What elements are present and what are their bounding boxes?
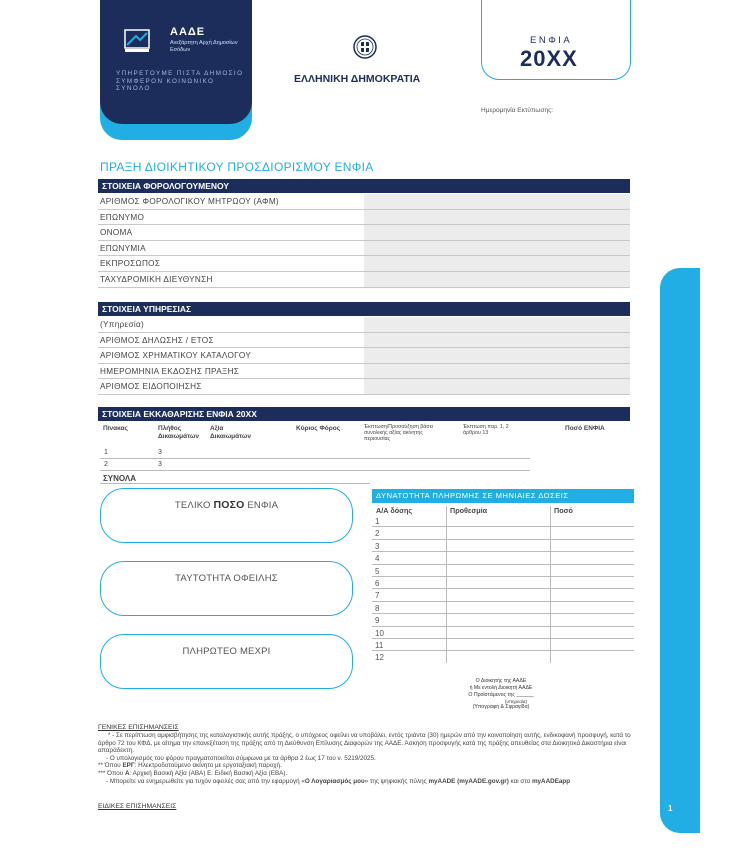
- note-fragment: - Μπορείτε να ενημερωθείτε για τυχόν οφειλές σας από την εφαρμογή «: [106, 777, 305, 785]
- row-value-field[interactable]: [364, 317, 630, 332]
- settlement-section-heading: ΣΤΟΙΧΕΙΑ ΕΚΚΑΘΑΡΙΣΗΣ ΕΝΦΙΑ 20XX: [98, 407, 630, 421]
- row-label: ΕΠΩΝΥΜΟ: [100, 212, 145, 222]
- row-label: ΑΡΙΘΜΟΣ ΔΗΛΩΣΗΣ / ΕΤΟΣ: [100, 335, 214, 345]
- installments-grid: [372, 515, 634, 664]
- installment-row: [372, 627, 634, 639]
- service-rows: [98, 317, 630, 395]
- installment-number: 10: [375, 628, 384, 638]
- note-text: [98, 778, 643, 786]
- signature-block: [446, 678, 556, 711]
- row-value-field[interactable]: [364, 379, 630, 394]
- installment-row: [372, 614, 634, 626]
- installment-row: [372, 589, 634, 601]
- installment-number: 12: [375, 653, 384, 663]
- row-value-field[interactable]: [364, 364, 630, 379]
- row-value-field[interactable]: [364, 348, 630, 363]
- service-section-heading: ΣΤΟΙΧΕΙΑ ΥΠΗΡΕΣΙΑΣ: [98, 302, 630, 316]
- row-label: ΕΠΩΝΥΜΙΑ: [100, 243, 146, 253]
- signature-line: (Υπογραφή & Σφραγίδα): [472, 704, 530, 710]
- table-row: [98, 272, 630, 288]
- installment-number: 11: [375, 640, 384, 650]
- debt-id-label: ΤΑΥΤΟΤΗΤΑ ΟΦΕΙΛΗΣ: [175, 573, 278, 584]
- row-value-field[interactable]: [364, 272, 630, 287]
- installment-number: 2: [375, 529, 380, 539]
- table-row: [98, 241, 630, 257]
- installment-col-deadline: Προθεσμία: [450, 506, 488, 515]
- side-page-tab: [660, 268, 700, 833]
- installment-number: 9: [375, 616, 380, 626]
- col-discount: Έκπτωση/Προσαύξηση βάσει συνολικής αξίας ακίνητης περιουσίας: [364, 424, 434, 442]
- signature-line: ή Με εντολή Διοικητή ΑΑΔΕ: [469, 685, 533, 691]
- row-value-field[interactable]: [364, 210, 630, 225]
- page-number: 1: [668, 804, 673, 813]
- row-value-field[interactable]: [364, 256, 630, 271]
- signature-line: Ο Προϊστάμενος της ______: [468, 692, 534, 698]
- enfia-label: ΕΝΦΙΑ: [530, 35, 573, 46]
- row-label: ΑΡΙΘΜΟΣ ΕΙΔΟΠΟΙΗΣΗΣ: [100, 382, 202, 392]
- hellenic-emblem-icon: [353, 35, 377, 59]
- payable-until-label: ΠΛΗΡΩΤΕΟ ΜΕΧΡΙ: [182, 646, 271, 657]
- installment-row: [372, 527, 634, 539]
- aade-name: ΑΑΔΕ: [170, 26, 206, 38]
- note-text: - Ο υπολογισμός του φόρου πραγματοποιείται σύμφωνα με τα άρθρα 2 έως 17 του ν. 5219/2025.: [106, 754, 376, 762]
- installment-number: 7: [375, 591, 380, 601]
- general-notes-title: ΓΕΝΙΚΕΣ ΕΠΙΣΗΜΑΝΣΕΙΣ: [98, 724, 179, 731]
- row-value-field[interactable]: [364, 333, 630, 348]
- note-bold: ΕΡΓ: [122, 762, 135, 770]
- settlement-totals-divider: [100, 483, 370, 484]
- installment-number: 4: [375, 554, 380, 564]
- note-fragment: » της ψηφιακής πύλης: [364, 777, 427, 785]
- installment-row: [372, 540, 634, 552]
- settlement-row-1-count: 3: [158, 449, 162, 456]
- row-label: ΕΚΠΡΟΣΩΠΟΣ: [100, 259, 161, 269]
- aade-subtitle: Ανεξάρτητη Αρχή Δημοσίων Εσόδων: [170, 40, 238, 53]
- installment-row: [372, 552, 634, 564]
- settlement-totals-label: ΣΥΝΟΛΑ: [103, 474, 137, 483]
- installment-row: [372, 639, 634, 651]
- row-value-field[interactable]: [364, 225, 630, 240]
- enfia-year: 20XX: [520, 46, 578, 71]
- note-text: [98, 770, 643, 778]
- print-date-label: Ημερομηνία Εκτύπωσης:: [481, 107, 554, 114]
- final-amount-bold: ΠΟΣΟ: [213, 499, 245, 511]
- row-label: ΟΝΟΜΑ: [100, 228, 133, 238]
- note-fragment: : Αρχική Βασική Αξία (ΑΒΑ) Ε: Ειδική Βασική Αξία (ΕΒΑ).: [129, 769, 288, 777]
- signature-line: (υπηρεσία): [504, 699, 527, 704]
- note-bold: Ο Λογαριασμός μου: [304, 777, 365, 785]
- payable-until-box: [100, 634, 353, 689]
- installment-number: 1: [375, 517, 380, 526]
- installment-row: [372, 602, 634, 614]
- table-row: [98, 256, 630, 272]
- settlement-row-divider: [100, 470, 530, 471]
- row-value-field[interactable]: [364, 194, 630, 209]
- document-title: ΠΡΑΞΗ ΔΙΟΙΚΗΤΙΚΟΥ ΠΡΟΣΔΙΟΡΙΣΜΟΥ ΕΝΦΙΑ: [100, 160, 374, 174]
- installment-col-amount: Ποσό: [554, 506, 573, 515]
- table-row: [98, 379, 630, 395]
- row-label: ΗΜΕΡΟΜΗΝΙΑ ΕΚΔΟΣΗΣ ΠΡΑΞΗΣ: [100, 366, 240, 376]
- settlement-row-divider: [100, 458, 530, 459]
- note-text: [98, 762, 643, 770]
- note-fragment: ** Όπου: [98, 762, 121, 770]
- signature-line: Ο Διοικητής της ΑΑΔΕ: [475, 678, 527, 684]
- debt-id-box: [100, 561, 353, 616]
- aade-banner: [100, 0, 252, 124]
- hellenic-republic-label: ΕΛΛΗΝΙΚΗ ΔΗΜΟΚΡΑΤΙΑ: [294, 73, 421, 85]
- final-amount-suffix: ΕΝΦΙΑ: [247, 500, 279, 511]
- final-amount-box: [100, 488, 353, 543]
- table-row: [98, 194, 630, 210]
- note-fragment: και στο: [510, 777, 531, 785]
- row-label: (Υπηρεσία): [100, 320, 145, 329]
- note-bold: Α: [124, 769, 130, 777]
- general-notes: [98, 732, 643, 785]
- note-fragment: *** Όπου: [98, 769, 124, 777]
- settlement-row-1-table: 1: [104, 449, 108, 456]
- note-bold-link[interactable]: myAADEapp: [531, 777, 571, 785]
- installment-row: [372, 651, 634, 663]
- col-reduction: Έκπτωση παρ. 1, 2 άρθρου 13: [463, 424, 509, 436]
- col-count: Πλήθος Δικαιωμάτων: [158, 425, 199, 440]
- row-label: ΤΑΧΥΔΡΟΜΙΚΗ ΔΙΕΥΘΥΝΣΗ: [100, 274, 213, 284]
- settlement-row-2-table: 2: [104, 461, 108, 468]
- table-row: [98, 348, 630, 364]
- note-fragment: : Ηλεκτροδοτούμενο ακίνητο με εργοταξιακή παροχή.: [134, 762, 282, 770]
- installment-row: [372, 515, 634, 527]
- col-amount: Ποσό ΕΝΦΙΑ: [565, 425, 605, 432]
- installment-row: [372, 565, 634, 577]
- table-row: [98, 364, 630, 380]
- taxpayer-section-heading: ΣΤΟΙΧΕΙΑ ΦΟΡΟΛΟΓΟΥΜΕΝΟΥ: [98, 179, 630, 193]
- settlement-row-2-count: 3: [158, 461, 162, 468]
- installment-number: 8: [375, 603, 380, 613]
- final-amount-label: [100, 499, 353, 511]
- final-amount-prefix: ΤΕΛΙΚΟ: [174, 500, 211, 511]
- installments-heading: ΔΥΝΑΤΟΤΗΤΑ ΠΛΗΡΩΜΗΣ ΣΕ ΜΗΝΙΑΙΕΣ ΔΟΣΕΙΣ: [372, 489, 634, 503]
- table-row: [98, 225, 630, 241]
- col-main-tax: Κύριος Φόρος: [296, 425, 341, 432]
- aade-slogan: ΥΠΗΡΕΤΟΥΜΕ ΠΙΣΤΑ ΔΗΜΟΣΙΟ ΣΥΜΦΕΡΟΝ ΚΟΙΝΩΝΙΚΟ ΣΥΝΟΛΟ: [116, 70, 244, 92]
- table-row: [98, 210, 630, 226]
- note-text: * - Σε περίπτωση αμφισβήτησης της καταλογιστικής αυτής πράξης, ο υπόχρεος οφείλει να υποβάλει, εντός τριάντα (30) ημερών από την κοινοποίηση αυτής, ενδικοφανή προσφυγή, κατά το άρθρο 72 του ΚΦΔ, με αίτημα την επανεξέταση της πράξης από τη Διεύθυνση Επίλυσης Διαφορών της ΑΑΔΕ. Άσκηση προσφυγής κατά της πράξης απευθείας στα Διοικητικά Δικαστήρια είναι απαράδεκτη.: [98, 732, 631, 755]
- aade-logo-icon: [124, 28, 150, 54]
- note-bold-link[interactable]: myAADE (myAADE.gov.gr): [428, 777, 509, 785]
- installment-number: 3: [375, 541, 380, 551]
- table-row: [98, 317, 630, 333]
- col-table: Πίνακας: [103, 425, 128, 432]
- row-label: ΑΡΙΘΜΟΣ ΧΡΗΜΑΤΙΚΟΥ ΚΑΤΑΛΟΓΟΥ: [100, 351, 252, 361]
- special-notes-title: ΕΙΔΙΚΕΣ ΕΠΙΣΗΜΑΝΣΕΙΣ: [98, 803, 177, 810]
- taxpayer-rows: [98, 194, 630, 288]
- col-value: Αξία Δικαιωμάτων: [210, 425, 251, 440]
- installment-row: [372, 577, 634, 589]
- row-label: ΑΡΙΘΜΟΣ ΦΟΡΟΛΟΓΙΚΟΥ ΜΗΤΡΩΟΥ (ΑΦΜ): [100, 197, 279, 206]
- installment-number: 6: [375, 578, 380, 588]
- row-value-field[interactable]: [364, 241, 630, 256]
- table-row: [98, 333, 630, 349]
- installment-number: 5: [375, 566, 380, 576]
- installment-col-no: Α/Α δόσης: [376, 506, 413, 515]
